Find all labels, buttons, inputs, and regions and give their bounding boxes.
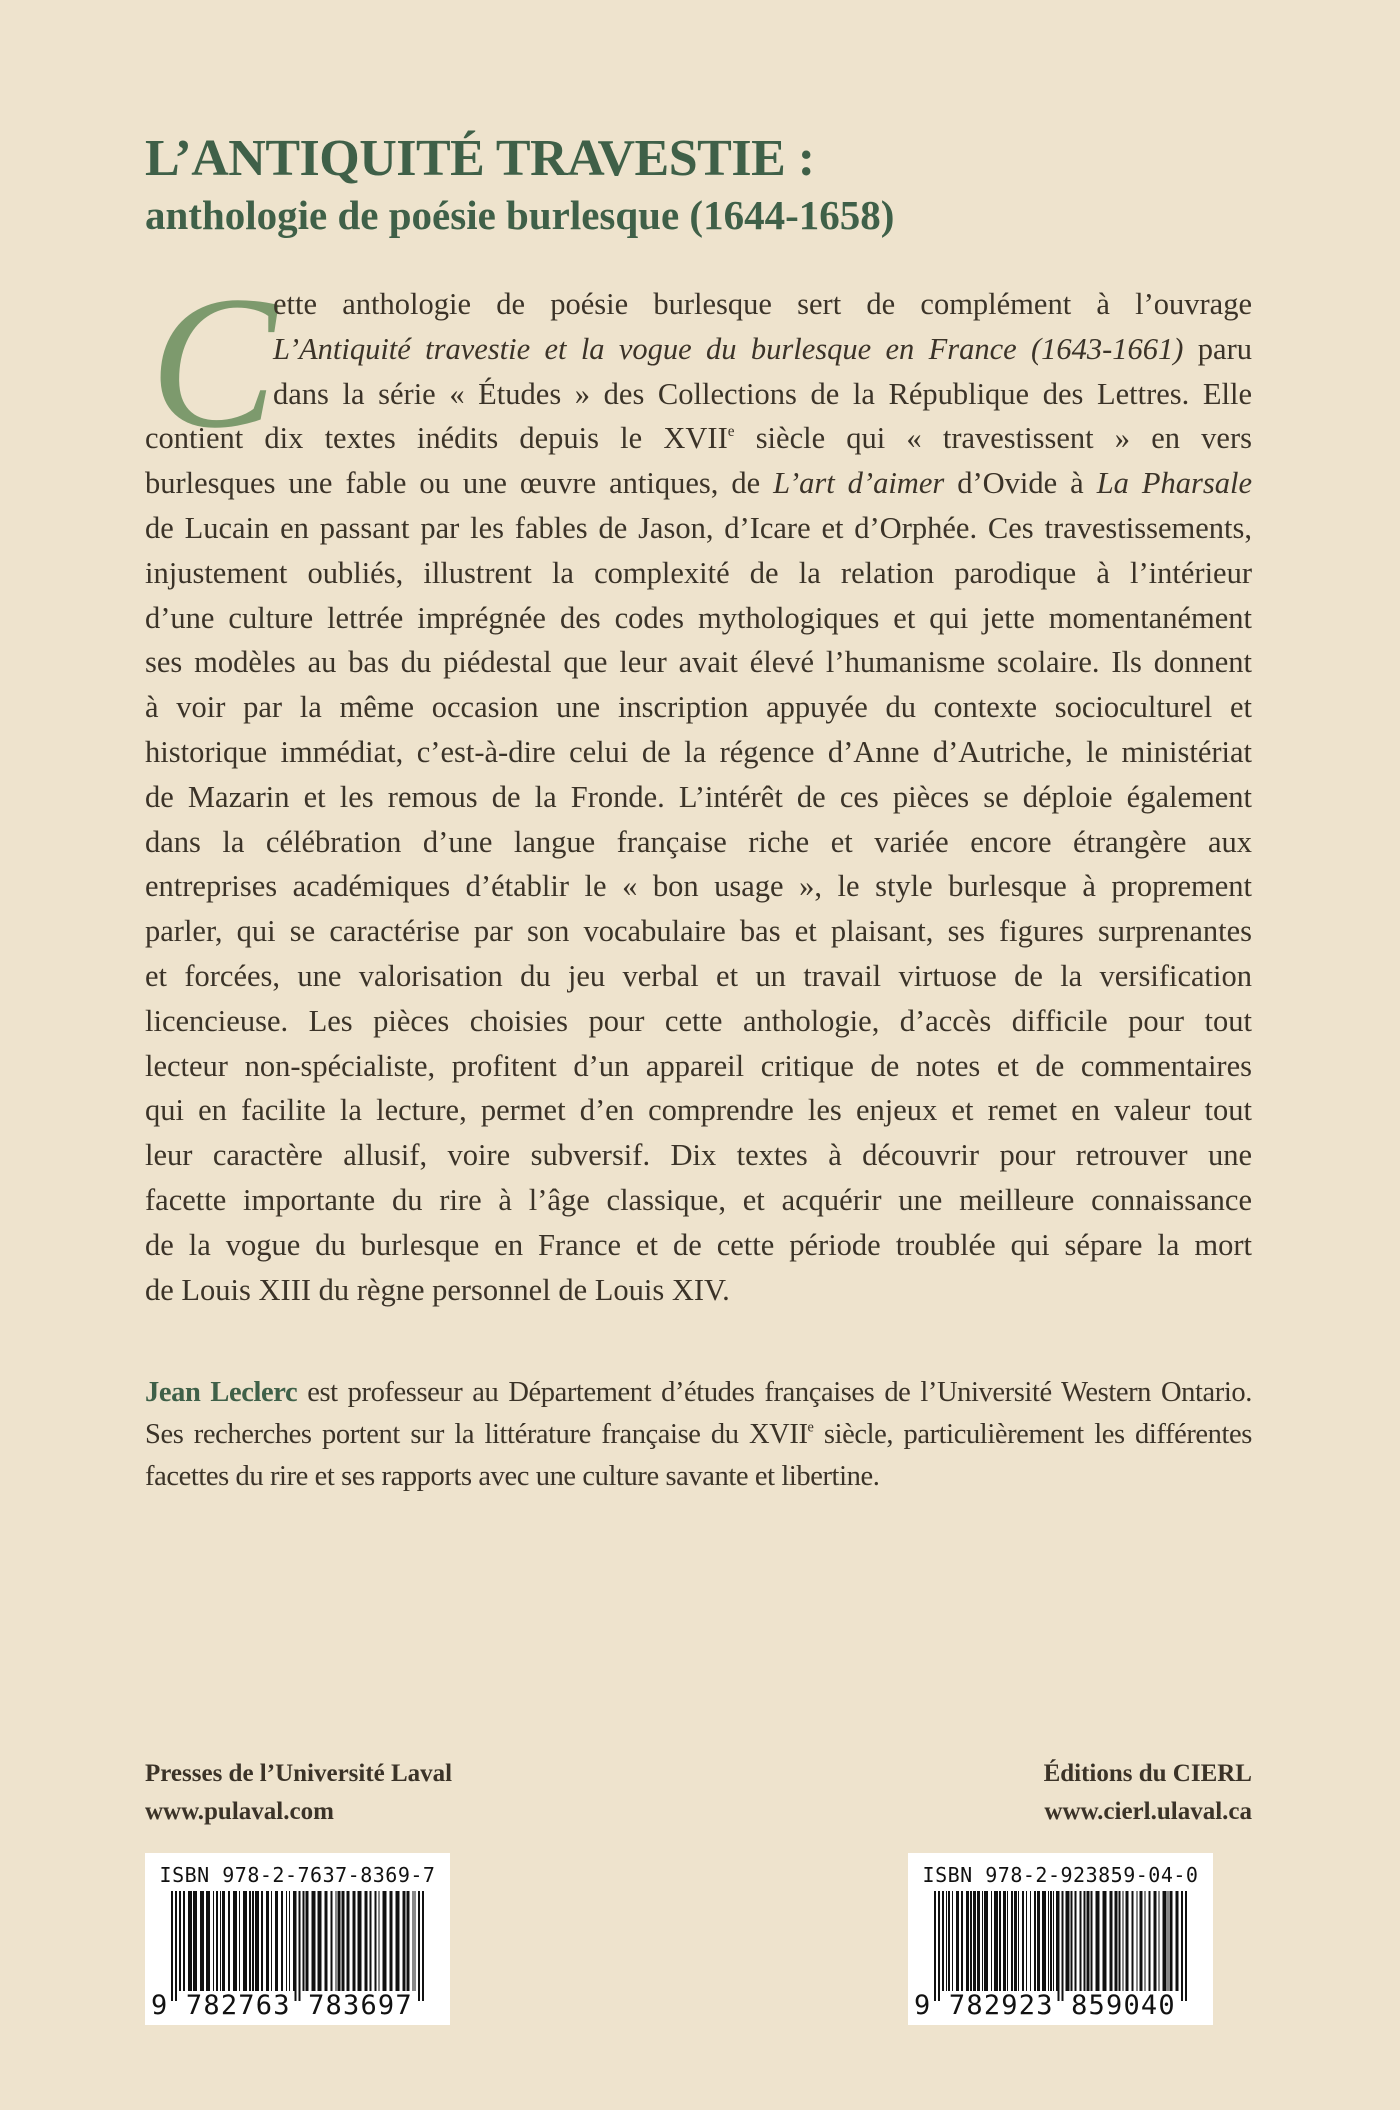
isbn-barcode-right <box>908 1853 1213 2025</box>
blurb-line: entreprises académiques d’établir le « bon usage », le style burlesque à proprement <box>145 869 1252 904</box>
bio-text: Ses recherches portent sur la littérature française du XVII <box>145 1419 808 1450</box>
author-bio <box>145 1372 1252 1498</box>
blurb-text: siècle qui « travestissent » en vers <box>734 421 1252 456</box>
bio-line <box>145 1372 1252 1414</box>
publisher-name: Éditions du CIERL <box>1043 1760 1252 1787</box>
blurb-line <box>145 461 1252 506</box>
bio-text: est professeur au Département d’études françaises de l’Université Western Ontario. <box>297 1377 1252 1408</box>
publisher-right <box>1044 1755 1252 1831</box>
blurb-line: à voir par la même occasion une inscription appuyée du contexte socioculturel et <box>145 690 1252 725</box>
ean-digits: 9 782923 859040 <box>914 1990 1176 2021</box>
blurb-line: leur caractère allusif, voire subversif. Dix textes à découvrir pour retrouver une <box>145 1138 1252 1173</box>
blurb-line <box>145 327 1252 372</box>
isbn-label: ISBN 978-2-7637-8369-7 <box>159 1863 436 1887</box>
blurb-line: parler, qui se caractérise par son vocabulaire bas et plaisant, ses figures surprenantes <box>145 914 1252 949</box>
barcode-bars-icon <box>171 1891 424 2001</box>
blurb-line: de la vogue du burlesque en France et de cette période troublée qui sépare la mort <box>145 1227 1252 1262</box>
blurb-line: injustement oubliés, illustrent la complexité de la relation parodique à l’intérieur <box>145 555 1252 590</box>
blurb-italic-title: L’art d’aimer <box>773 466 945 501</box>
author-name: Jean Leclerc <box>145 1377 298 1408</box>
blurb-line <box>145 416 1252 461</box>
blurb-line: qui en facilite la lecture, permet d’en comprendre les enjeux et remet en valeur tout <box>145 1093 1252 1128</box>
isbn-label: ISBN 978-2-923859-04-0 <box>922 1863 1199 1887</box>
ean-digits: 9 782763 783697 <box>151 1990 413 2021</box>
drop-cap-letter: C <box>150 258 277 468</box>
blurb-line: de Louis XIII du règne personnel de Louis XIV. <box>145 1272 730 1307</box>
blurb-line: dans la célébration d’une langue française riche et variée encore étrangère aux <box>145 824 1252 859</box>
barcode-bars-icon <box>934 1891 1187 2001</box>
blurb-line: de Lucain en passant par les fables de Jason, d’Icare et d’Orphée. Ces travestissements, <box>145 510 1252 545</box>
blurb-line: dans la série « Études » des Collections de la République des Lettres. Elle <box>273 376 1252 411</box>
bio-line <box>145 1414 1252 1456</box>
blurb-line: ses modèles au bas du piédestal que leur avait élevé l’humanisme scolaire. Ils donnent <box>145 645 1252 680</box>
blurb-text: contient dix textes inédits depuis le XVII <box>145 421 728 456</box>
blurb-line: de Mazarin et les remous de la Fronde. L’intérêt de ces pièces se déploie également <box>145 779 1252 814</box>
blurb-paragraph <box>145 282 1252 1312</box>
blurb-italic-title: La Pharsale <box>1096 466 1253 501</box>
blurb-line: d’une culture lettrée imprégnée des codes mythologiques et qui jette momentanément <box>145 600 1252 635</box>
blurb-line: historique immédiat, c’est-à-dire celui de la régence d’Anne d’Autriche, le ministériat <box>145 734 1252 769</box>
publisher-name: Presses de l’Université Laval <box>145 1760 453 1787</box>
bio-line: facettes du rire et ses rapports avec une culture savante et libertine. <box>145 1461 880 1492</box>
book-subtitle: anthologie de poésie burlesque (1644-1658) <box>145 192 895 238</box>
publisher-url[interactable]: www.cierl.ulaval.ca <box>1044 1798 1252 1825</box>
blurb-text: paru <box>1183 331 1252 366</box>
isbn-barcode-left <box>145 1853 450 2025</box>
bio-text: siècle, particulièrement les différentes <box>813 1419 1252 1450</box>
blurb-text: d’Ovide à <box>944 466 1097 501</box>
blurb-italic-title: L’Antiquité travestie et la vogue du burlesque en France (1643-1661) <box>273 331 1184 366</box>
blurb-line: facette importante du rire à l’âge classique, et acquérir une meilleure connaissance <box>145 1182 1252 1217</box>
publisher-url[interactable]: www.pulaval.com <box>145 1798 334 1825</box>
blurb-line: ette anthologie de poésie burlesque sert de complément à l’ouvrage <box>273 287 1252 321</box>
book-title: L’ANTIQUITÉ TRAVESTIE : <box>145 130 815 187</box>
blurb-line: licencieuse. Les pièces choisies pour cette anthologie, d’accès difficile pour tout <box>145 1003 1252 1038</box>
superscript: e <box>727 423 735 441</box>
blurb-line: et forcées, une valorisation du jeu verbal et un travail virtuose de la versification <box>145 958 1252 993</box>
superscript: e <box>807 1419 814 1436</box>
blurb-line: lecteur non-spécialiste, profitent d’un appareil critique de notes et de commentaires <box>145 1048 1252 1083</box>
blurb-text: burlesques une fable ou une œuvre antiques, de <box>145 466 774 501</box>
publisher-left <box>145 1755 452 1831</box>
